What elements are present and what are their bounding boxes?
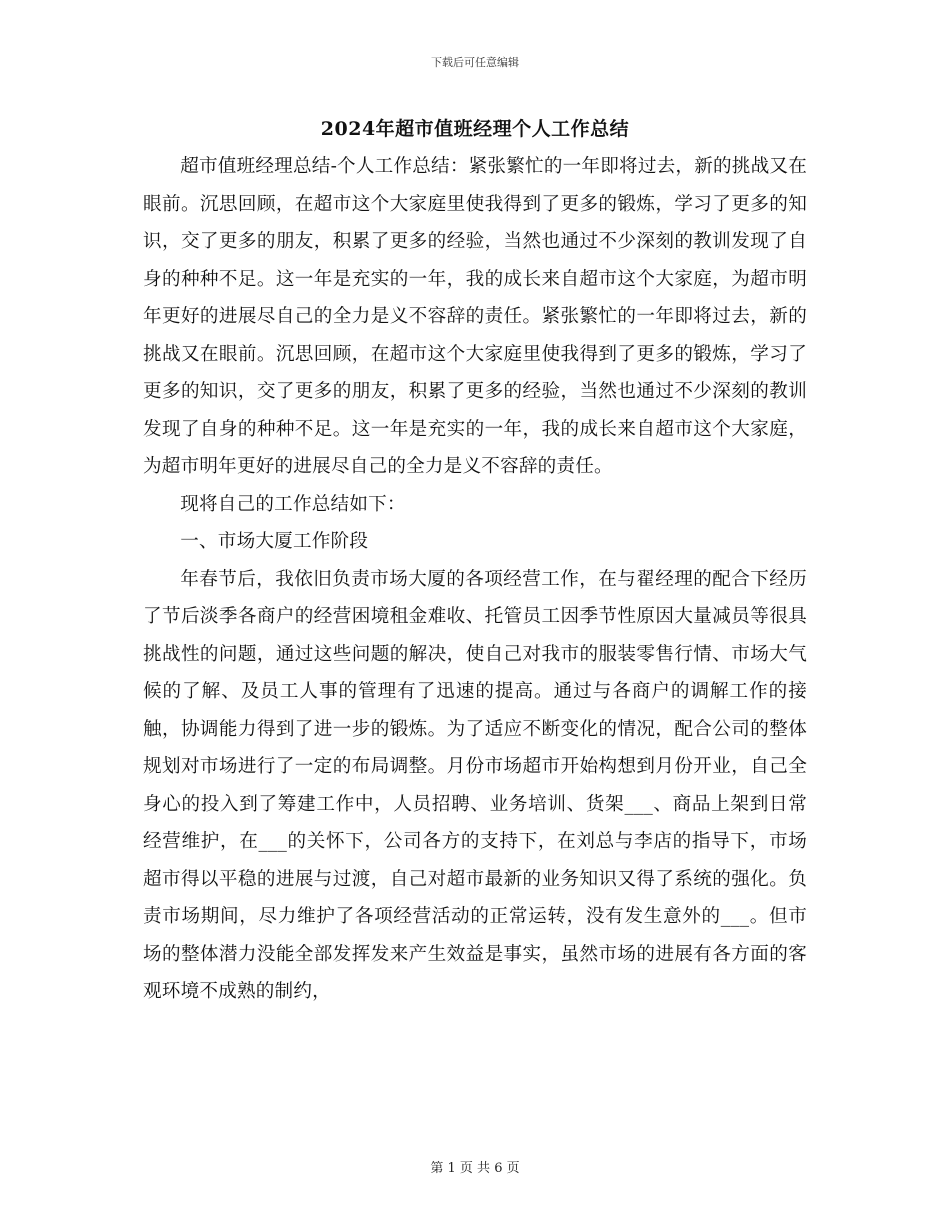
section-heading-market-building: 一、市场大厦工作阶段	[180, 531, 369, 552]
header-note: 下载后可任意编辑	[431, 56, 519, 69]
page-number: 第 1 页 共 6 页	[430, 1161, 520, 1176]
paragraph-market-building: 年春节后，我依旧负责市场大厦的各项经营工作，在与翟经理的配合下经历了节后淡季各商户的经营困境租金难收、托管员工因季节性原因大量减员等很具挑战性的问题，通过这些问题的解决，使自己对我市的服装零售行情、市场大气候的了解、及员工人事的管理有了迅速的提高。通过与各商户的调解工作的接触，协调能力得到了进一步的锻炼。为了适应不断变化的情况，配合公司的整体规划对市场进行了一定的布局调整。月份市场超市开始构想到月份开业，自己全身心的投入到了筹建工作中，人员招聘、业务培训、货架___、商品上架到日常经营维护，在___的关怀下，公司各方的支持下，在刘总与李店的指导下，市场超市得以平稳的进展与过渡，自己对超市最新的业务知识又得了系统的强化。负责市场期间，尽力维护了各项经营活动的正常运转，没有发生意外的___。但市场的整体潜力没能全部发挥发来产生效益是事实，虽然市场的进展有各方面的客观环境不成熟的制约，	[143, 568, 807, 1002]
paragraph-summary-lead: 现将自己的工作总结如下：	[180, 493, 406, 515]
paragraph-intro: 超市值班经理总结-个人工作总结：紧张繁忙的一年即将过去，新的挑战又在眼前。沉思回顾，在超市这个大家庭里使我得到了更多的锻炼，学习了更多的知识，交了更多的朋友，积累了更多的经验，当然也通过不少深刻的教训发现了自身的种种不足。这一年是充实的一年，我的成长来自超市这个大家庭，为超市明年更好的进展尽自己的全力是义不容辞的责任。紧张繁忙的一年即将过去，新的挑战又在眼前。沉思回顾，在超市这个大家庭里使我得到了更多的锻炼，学习了更多的知识，交了更多的朋友，积累了更多的经验，当然也通过不少深刻的教训发现了自身的种种不足。这一年是充实的一年，我的成长来自超市这个大家庭，为超市明年更好的进展尽自己的全力是义不容辞的责任。	[143, 156, 807, 477]
document-body	[143, 148, 807, 1011]
document-title: 2024年超市值班经理个人工作总结	[320, 118, 630, 140]
